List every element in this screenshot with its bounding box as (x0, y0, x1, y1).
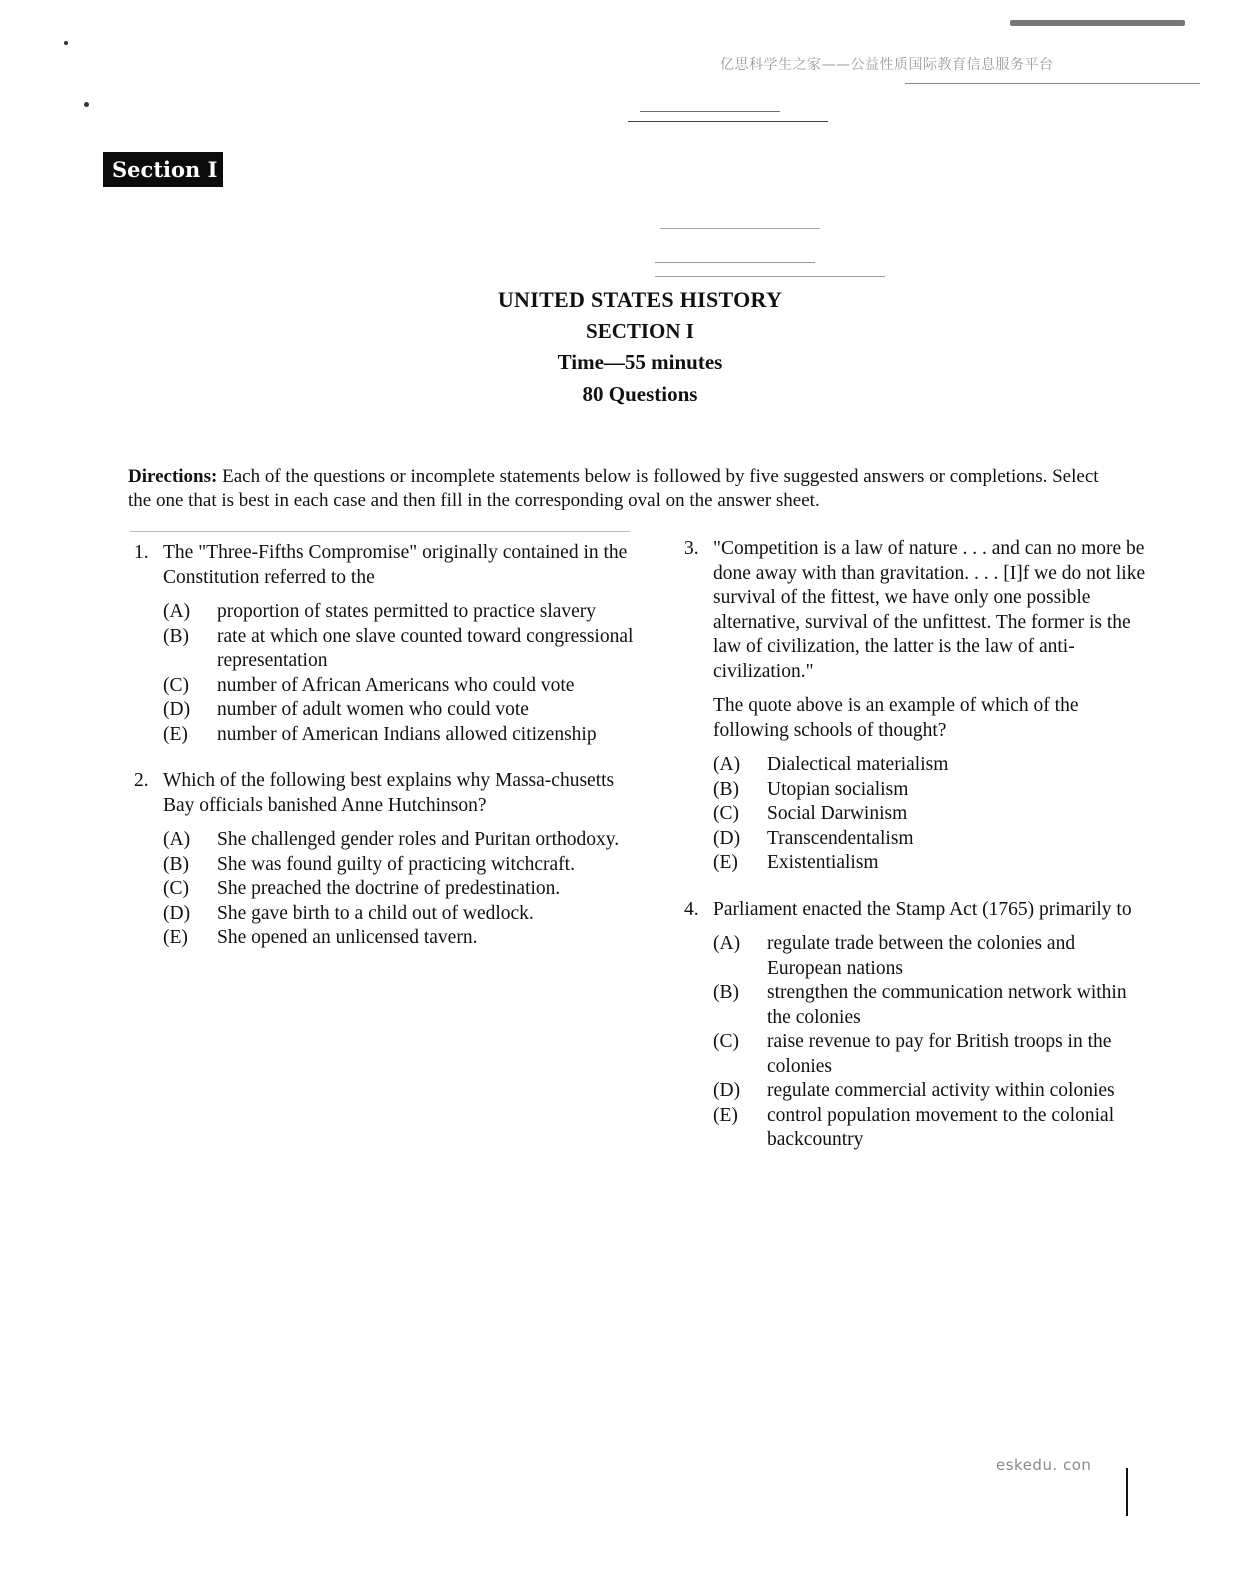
answer-option (163, 674, 634, 699)
option-letter: (D) (713, 827, 741, 849)
option-letter: (B) (713, 778, 739, 800)
subject-title: UNITED STATES HISTORY (497, 287, 783, 312)
option-text: regulate trade between the colonies and European nations (767, 933, 1076, 979)
option-letter: (E) (713, 852, 738, 873)
option-text: Dialectical materialism (767, 754, 949, 775)
option-text: Utopian socialism (767, 778, 909, 800)
answer-option (713, 778, 1154, 803)
answer-options (713, 753, 1154, 876)
answer-options (713, 932, 1154, 1153)
question-number: 2. (134, 770, 149, 791)
section-title: SECTION I (586, 318, 694, 343)
answer-option (713, 827, 1154, 852)
option-letter: (A) (163, 829, 191, 850)
answer-option (713, 753, 1154, 778)
option-text: She preached the doctrine of predestination. (217, 878, 561, 899)
option-letter: (E) (713, 1104, 738, 1126)
option-letter: (B) (713, 982, 739, 1003)
answer-option (163, 853, 634, 878)
scan-artifact-line (130, 531, 630, 532)
scan-artifact-line (655, 276, 885, 277)
scan-artifact-speck (64, 41, 68, 45)
answer-option (163, 828, 634, 853)
answer-option (163, 926, 634, 951)
question-stem: Parliament enacted the Stamp Act (1765) primarily to (713, 898, 1132, 920)
scan-artifact-line (628, 121, 828, 122)
option-letter: (C) (163, 878, 189, 899)
option-text: number of African Americans who could vote (217, 674, 575, 696)
answer-option (713, 932, 1154, 981)
option-text: She was found guilty of practicing witchcraft. (217, 853, 575, 875)
time-limit: Time—55 minutes (557, 350, 723, 374)
left-column (134, 541, 634, 973)
option-letter: (E) (163, 723, 188, 745)
answer-option (713, 851, 1154, 876)
answer-option (163, 902, 634, 927)
question-2 (134, 769, 634, 951)
answer-option (713, 1104, 1154, 1153)
right-column (684, 537, 1154, 1175)
question-quote: "Competition is a law of nature . . . and can no more be done away with than gravitation. . . . [I]f we do not like survival of the fittest, we have only one possible alternative, survival of the unfittest. The former is the law of civilization, the latter is the law of anti-civilization." (713, 538, 1146, 682)
option-text: number of American Indians allowed citizenship (217, 723, 597, 745)
option-letter: (B) (163, 625, 189, 647)
answer-option (713, 1030, 1154, 1079)
directions-text: Each of the questions or incomplete statements below is followed by five suggested answers or completions. Select the one that is best in each case and then fill in the corresponding oval on the answer sheet. (128, 466, 1099, 511)
question-3 (684, 537, 1154, 876)
answer-options (163, 600, 634, 747)
option-letter: (A) (713, 754, 741, 775)
scan-artifact-speck (1010, 20, 1185, 26)
option-text: number of adult women who could vote (217, 699, 529, 720)
option-text: She challenged gender roles and Puritan orthodoxy. (217, 829, 620, 850)
question-stem: Which of the following best explains why Massa-chusetts Bay officials banished Anne Hutchinson? (163, 770, 615, 816)
question-stem: The quote above is an example of which of the following schools of thought? (713, 695, 1079, 741)
section-tag: Section I (103, 152, 223, 187)
option-letter: (D) (163, 902, 191, 924)
option-text: control population movement to the colonial backcountry (767, 1104, 1115, 1150)
option-letter: (D) (713, 1080, 741, 1101)
question-count: 80 Questions (582, 381, 698, 406)
option-text: strengthen the communication network within the colonies (767, 982, 1127, 1028)
scan-artifact-line (905, 83, 1200, 84)
answer-option (163, 625, 634, 674)
question-number: 3. (684, 538, 699, 559)
option-text: raise revenue to pay for British troops in the colonies (767, 1031, 1112, 1077)
option-letter: (B) (163, 853, 189, 875)
option-text: Existentialism (767, 852, 879, 873)
option-text: proportion of states permitted to practice slavery (217, 601, 597, 622)
answer-option (163, 698, 634, 723)
question-stem: The "Three-Fifths Compromise" originally contained in the Constitution referred to the (163, 542, 628, 588)
option-letter: (A) (163, 601, 191, 622)
answer-option (713, 1079, 1154, 1104)
scan-artifact-line (640, 111, 780, 112)
directions (128, 465, 1118, 513)
watermark: 亿思科学生之家——公益性质国际教育信息服务平台 (720, 57, 1054, 73)
answer-option (713, 802, 1154, 827)
option-letter: (E) (163, 927, 188, 948)
option-letter: (D) (163, 699, 191, 720)
answer-option (163, 877, 634, 902)
option-text: She gave birth to a child out of wedlock. (217, 902, 534, 924)
option-text: rate at which one slave counted toward congressional representation (217, 625, 634, 671)
question-number: 1. (134, 542, 149, 563)
option-letter: (C) (713, 1031, 739, 1052)
scan-artifact-line (655, 262, 815, 263)
option-text: regulate commercial activity within colonies (767, 1080, 1115, 1101)
scan-artifact-speck (84, 102, 89, 107)
margin-bar (1126, 1468, 1128, 1516)
scan-artifact-line (660, 228, 820, 229)
option-letter: (A) (713, 933, 741, 954)
footer-watermark: eskedu. con (996, 1456, 1092, 1474)
option-text: She opened an unlicensed tavern. (217, 927, 478, 948)
option-letter: (C) (163, 674, 189, 696)
title-block (440, 284, 840, 410)
option-text: Transcendentalism (767, 827, 914, 849)
question-1 (134, 541, 634, 747)
question-number: 4. (684, 898, 699, 920)
question-4 (684, 898, 1154, 1153)
answer-option (713, 981, 1154, 1030)
answer-option (163, 600, 634, 625)
directions-label: Directions: (128, 466, 218, 487)
option-text: Social Darwinism (767, 803, 908, 824)
option-letter: (C) (713, 803, 739, 824)
answer-options (163, 828, 634, 951)
answer-option (163, 723, 634, 748)
